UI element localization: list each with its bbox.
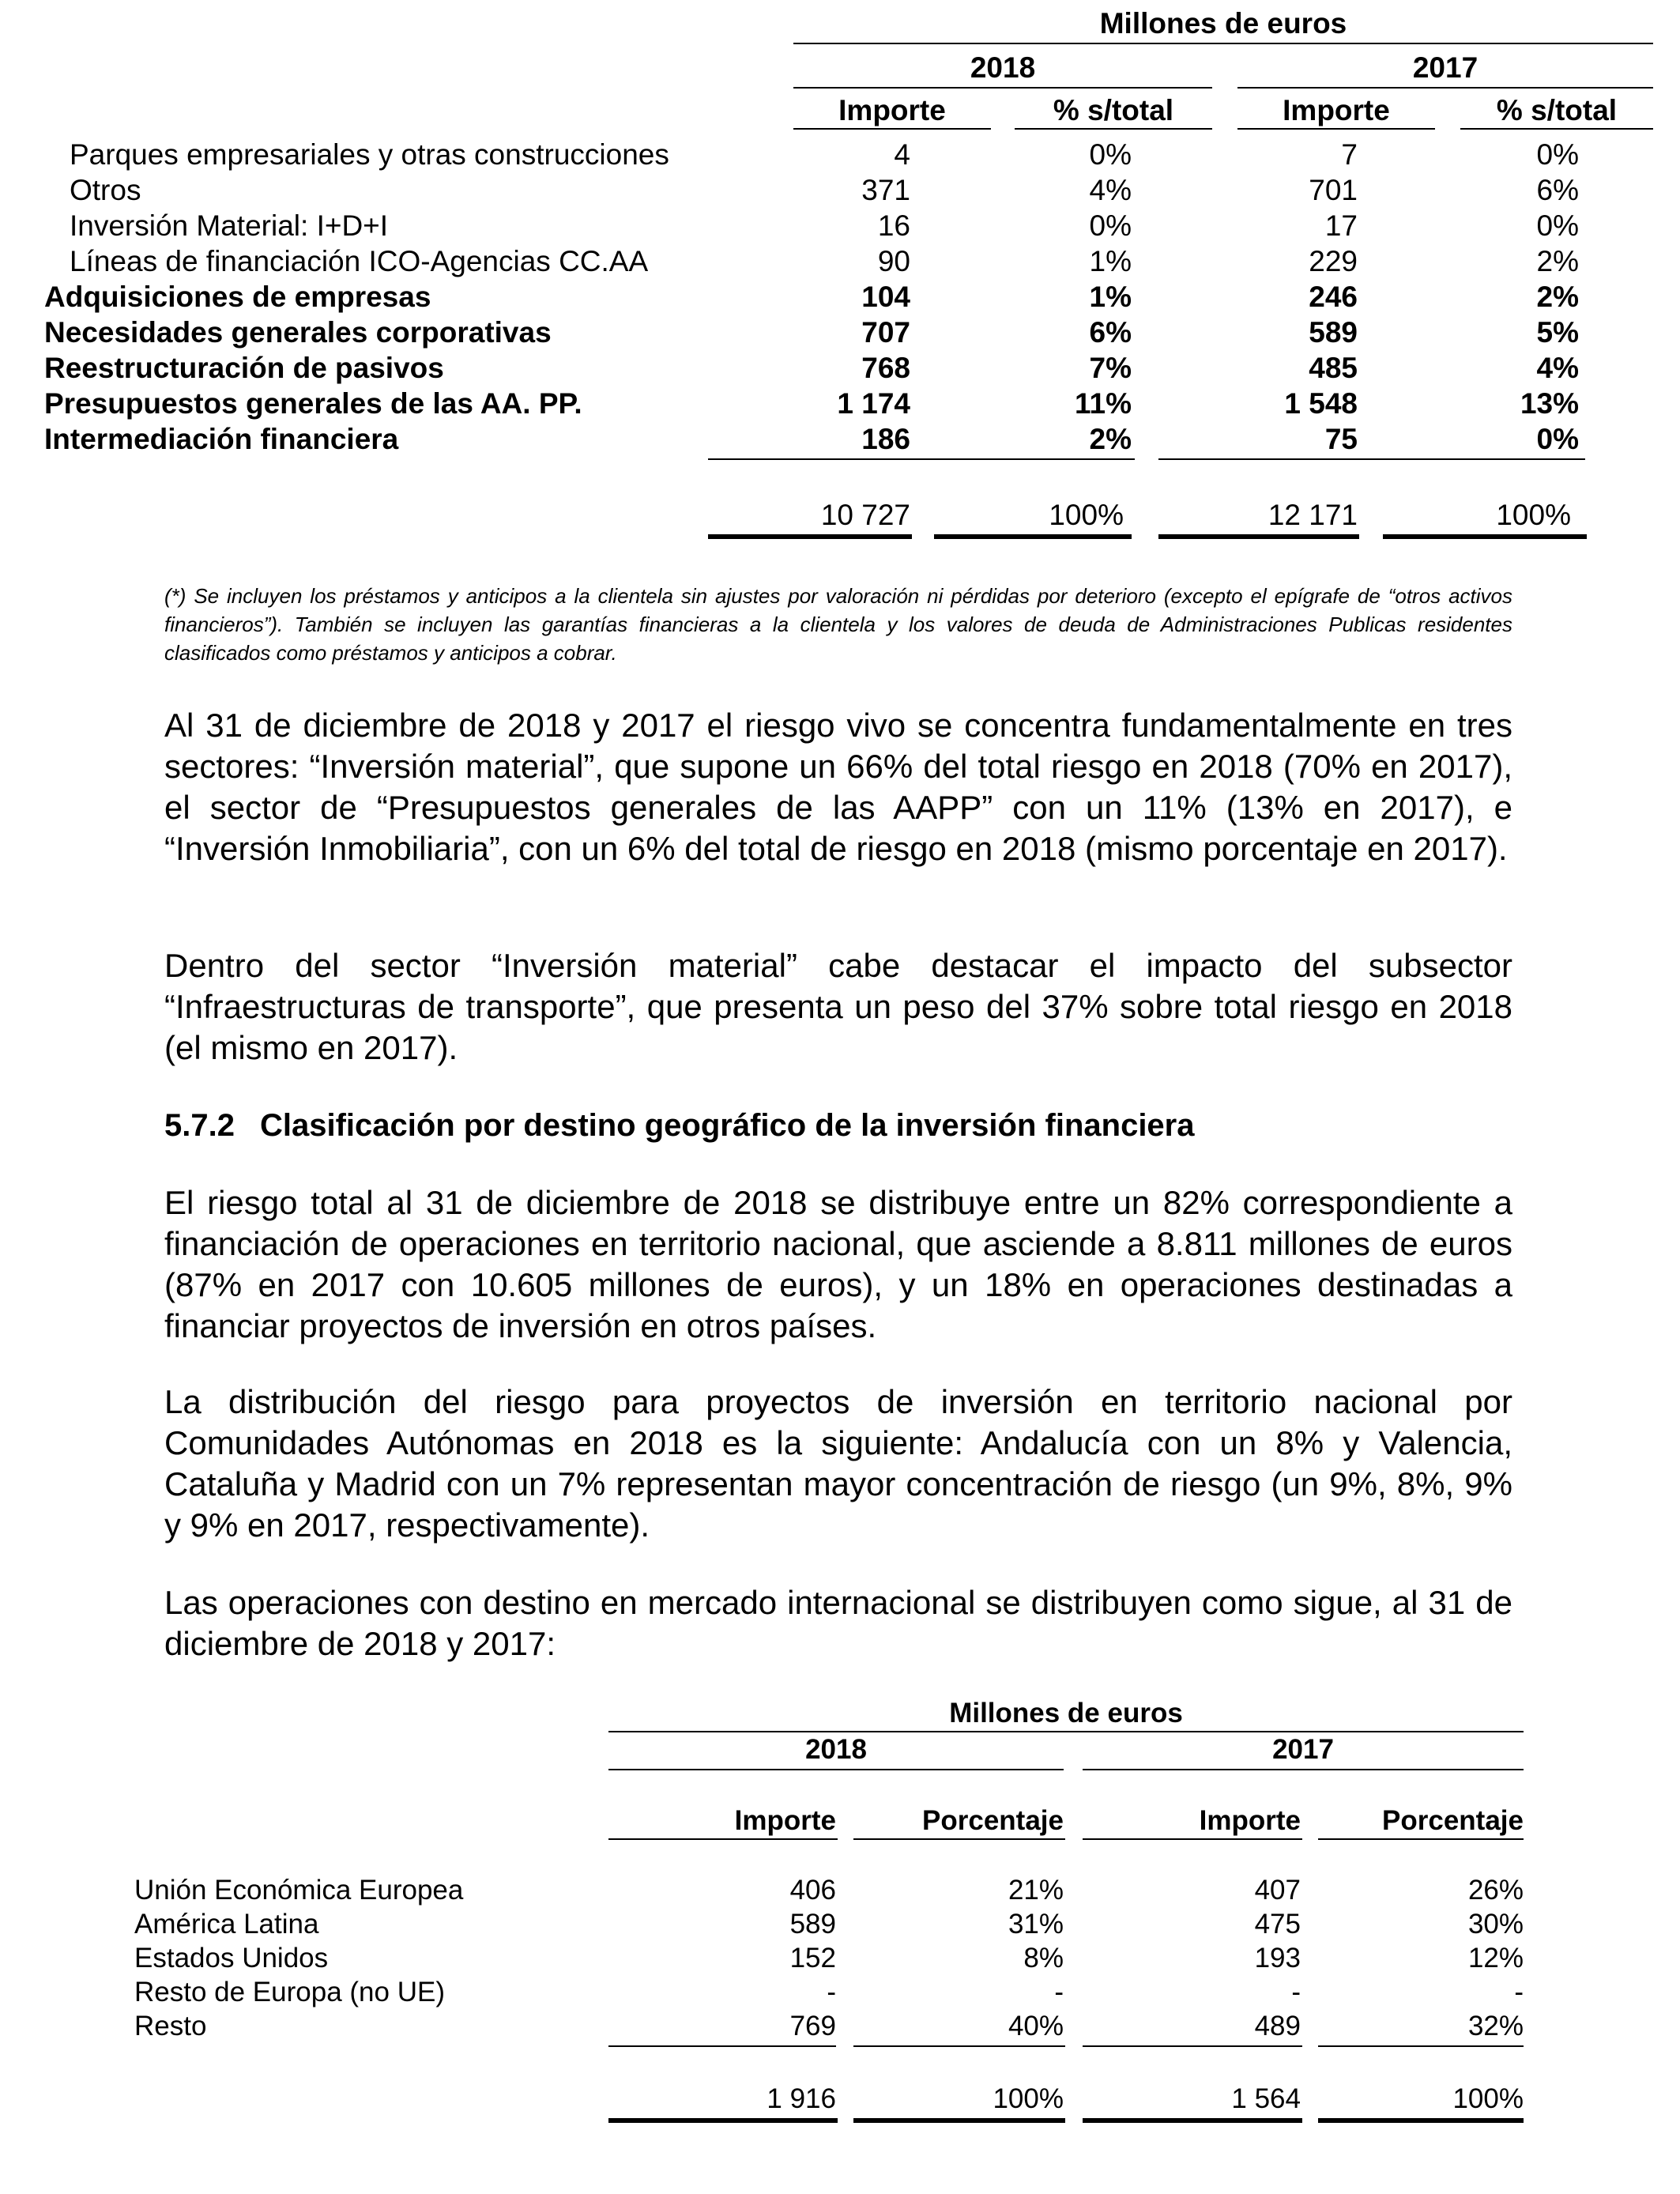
table2-col-importe-2017: Importe	[1199, 1805, 1301, 1836]
cell-importe-2017: 475	[1254, 1909, 1301, 1940]
divider	[708, 534, 912, 539]
cell-importe-2017: 17	[1324, 209, 1358, 242]
cell-importe-2018: 152	[789, 1943, 836, 1973]
row-label: Unión Económica Europea	[134, 1875, 464, 1906]
cell-importe-2018: 90	[877, 245, 910, 277]
table2-unit-header: Millones de euros	[949, 1698, 1183, 1728]
cell-importe-2018: 104	[861, 281, 910, 313]
table2-col-pct-2017: Porcentaje	[1382, 1805, 1524, 1836]
divider	[793, 87, 1212, 89]
cell-pct-2017: 4%	[1536, 352, 1579, 384]
row-label: Intermediación financiera	[44, 423, 399, 455]
cell-importe-2017: 1 548	[1284, 387, 1358, 420]
divider	[793, 128, 991, 130]
cell-pct-2017: 0%	[1536, 423, 1579, 455]
cell-pct-2017: 2%	[1536, 281, 1579, 313]
cell-pct-2017: 0%	[1536, 209, 1579, 242]
cell-importe-2018: 16	[877, 209, 910, 242]
cell-pct-2018: 6%	[1089, 316, 1132, 349]
table1-unit-header: Millones de euros	[1099, 7, 1347, 40]
total-pct-2018: 100%	[993, 2083, 1064, 2114]
cell-pct-2018: 21%	[1008, 1875, 1064, 1906]
cell-pct-2018: 40%	[1008, 2011, 1064, 2041]
row-label: Presupuestos generales de las AA. PP.	[44, 387, 582, 420]
divider	[1383, 534, 1587, 539]
cell-pct-2018: 1%	[1089, 281, 1132, 313]
table2-col-pct-2018: Porcentaje	[922, 1805, 1064, 1836]
cell-pct-2017: 32%	[1467, 2011, 1524, 2041]
divider	[1318, 2045, 1524, 2047]
total-importe-2018: 10 727	[820, 499, 910, 531]
cell-pct-2018: 0%	[1089, 209, 1132, 242]
cell-importe-2017: 246	[1309, 281, 1358, 313]
row-label: Reestructuración de pasivos	[44, 352, 444, 384]
cell-pct-2018: 11%	[1074, 387, 1132, 420]
total-importe-2017: 12 171	[1268, 499, 1358, 531]
divider	[608, 2045, 836, 2047]
cell-importe-2017: 589	[1309, 316, 1358, 349]
cell-pct-2017: 12%	[1467, 1943, 1524, 1973]
divider	[1083, 2045, 1302, 2047]
footnote: (*) Se incluyen los préstamos y anticipos a la clientela sin ajustes por valoración ni pérdidas por deterioro (excepto el epígrafe de “otros activos financieros”). También se incluyen las garantías financieras a la clientela y los valores de deuda de Administraciones Publicas residentes clasificados como préstamos y anticipos a cobrar.	[164, 584, 1512, 665]
cell-pct-2018: 7%	[1089, 352, 1132, 384]
cell-importe-2018: -	[827, 1977, 836, 2007]
cell-importe-2018: 4	[894, 138, 910, 171]
total-pct-2017: 100%	[1496, 499, 1571, 531]
cell-pct-2018: 1%	[1089, 245, 1132, 277]
cell-importe-2017: 7	[1341, 138, 1358, 171]
cell-importe-2017: 75	[1324, 423, 1358, 455]
divider	[1237, 128, 1435, 130]
cell-importe-2017: 229	[1309, 245, 1358, 277]
divider	[1158, 534, 1359, 539]
divider	[1460, 128, 1653, 130]
table1-col-pct-2017: % s/total	[1496, 94, 1618, 126]
cell-pct-2017: 2%	[1536, 245, 1579, 277]
row-label: Estados Unidos	[134, 1943, 329, 1973]
cell-importe-2017: 701	[1309, 174, 1358, 206]
row-label: Adquisiciones de empresas	[44, 281, 431, 313]
cell-importe-2018: 371	[861, 174, 910, 206]
total-importe-2018: 1 916	[767, 2083, 836, 2114]
row-label: Inversión Material: I+D+I	[70, 209, 389, 242]
divider	[1158, 458, 1585, 460]
divider	[1083, 1838, 1302, 1840]
table1-year-2017: 2017	[1412, 51, 1478, 84]
cell-importe-2018: 186	[861, 423, 910, 455]
row-label: Resto de Europa (no UE)	[134, 1977, 445, 2007]
paragraph-regional-distribution: La distribución del riesgo para proyectos de inversión en territorio nacional por Comunidades Autónomas en 2018 es la siguiente: Andalucía con un 8% y Valencia, Cataluña y Madrid con un 7% representan mayor concentración de riesgo (un 9%, 8%, 9% y 9% en 2017, respectivamente).	[164, 1383, 1512, 1544]
cell-pct-2017: 30%	[1467, 1909, 1524, 1940]
table1-col-pct-2018: % s/total	[1053, 94, 1174, 126]
cell-pct-2018: 31%	[1008, 1909, 1064, 1940]
row-label: Necesidades generales corporativas	[44, 316, 552, 349]
cell-importe-2018: 406	[789, 1875, 836, 1906]
cell-pct-2017: 26%	[1467, 1875, 1524, 1906]
row-label: Parques empresariales y otras construcciones	[70, 138, 669, 171]
cell-importe-2017: 485	[1309, 352, 1358, 384]
cell-importe-2018: 769	[789, 2011, 836, 2041]
section-heading	[164, 1105, 1195, 1146]
cell-pct-2018: -	[1054, 1977, 1064, 2007]
divider	[853, 2045, 1065, 2047]
divider	[1083, 1769, 1524, 1770]
divider	[608, 2118, 838, 2123]
paragraph-material-investment: Dentro del sector “Inversión material” cabe destacar el impacto del subsector “Infraestructuras de transporte”, que presenta un peso del 37% sobre total riesgo en 2018 (el mismo en 2017).	[164, 947, 1512, 1066]
cell-importe-2017: -	[1291, 1977, 1301, 2007]
table1-year-2018: 2018	[970, 51, 1036, 84]
cell-pct-2017: 13%	[1520, 387, 1579, 420]
row-label: América Latina	[134, 1909, 319, 1940]
cell-pct-2017: 0%	[1536, 138, 1579, 171]
cell-importe-2018: 1 174	[837, 387, 910, 420]
total-pct-2017: 100%	[1452, 2083, 1524, 2114]
divider	[1318, 1838, 1524, 1840]
divider	[853, 1838, 1065, 1840]
table2-year-2017: 2017	[1272, 1734, 1334, 1765]
total-pct-2018: 100%	[1049, 499, 1124, 531]
table1-col-importe-2017: Importe	[1283, 94, 1390, 126]
paragraph-sector-concentration: Al 31 de diciembre de 2018 y 2017 el riesgo vivo se concentra fundamentalmente en tres sectores: “Inversión material”, que supone un 66% del total riesgo en 2018 (70% en 2017), el sector de “Presupuestos generales de las AAPP” con un 11% (13% en 2017), e “Inversión Inmobiliaria”, con un 6% del total de riesgo en 2018 (mismo porcentaje en 2017).	[164, 707, 1512, 867]
cell-pct-2017: 5%	[1536, 316, 1579, 349]
cell-pct-2018: 2%	[1089, 423, 1132, 455]
table2-col-importe-2018: Importe	[734, 1805, 836, 1836]
divider	[1083, 2118, 1302, 2123]
paragraph-total-risk: El riesgo total al 31 de diciembre de 2018 se distribuye entre un 82% correspondiente a financiación de operaciones en territorio nacional, que asciende a 8.811 millones de euros (87% en 2017 con 10.605 millones de euros), y un 18% en operaciones destinadas a financiar proyectos de inversión en otros países.	[164, 1184, 1512, 1344]
divider	[1237, 87, 1653, 89]
cell-importe-2018: 707	[861, 316, 910, 349]
divider	[853, 2118, 1065, 2123]
cell-importe-2017: 407	[1254, 1875, 1301, 1906]
row-label: Otros	[70, 174, 141, 206]
total-importe-2017: 1 564	[1231, 2083, 1301, 2114]
cell-importe-2018: 589	[789, 1909, 836, 1940]
section-title: Clasificación por destino geográfico de la inversión financiera	[259, 1108, 1195, 1143]
cell-pct-2017: 6%	[1536, 174, 1579, 206]
cell-importe-2017: 489	[1254, 2011, 1301, 2041]
divider	[934, 534, 1132, 539]
cell-importe-2017: 193	[1254, 1943, 1301, 1973]
cell-pct-2018: 4%	[1089, 174, 1132, 206]
divider	[608, 1838, 838, 1840]
row-label: Resto	[134, 2011, 207, 2041]
divider	[608, 1769, 1064, 1770]
divider	[708, 458, 1135, 460]
table1-col-importe-2018: Importe	[838, 94, 946, 126]
section-number: 5.7.2	[164, 1108, 235, 1143]
cell-importe-2018: 768	[861, 352, 910, 384]
cell-pct-2018: 0%	[1089, 138, 1132, 171]
divider	[1318, 2118, 1524, 2123]
table2-year-2018: 2018	[805, 1734, 867, 1765]
row-label: Líneas de financiación ICO-Agencias CC.AA	[70, 245, 649, 277]
paragraph-international: Las operaciones con destino en mercado internacional se distribuyen como sigue, al 31 de diciembre de 2018 y 2017:	[164, 1584, 1512, 1662]
cell-pct-2017: -	[1514, 1977, 1524, 2007]
cell-pct-2018: 8%	[1023, 1943, 1064, 1973]
divider	[1015, 128, 1212, 130]
divider	[793, 43, 1653, 44]
